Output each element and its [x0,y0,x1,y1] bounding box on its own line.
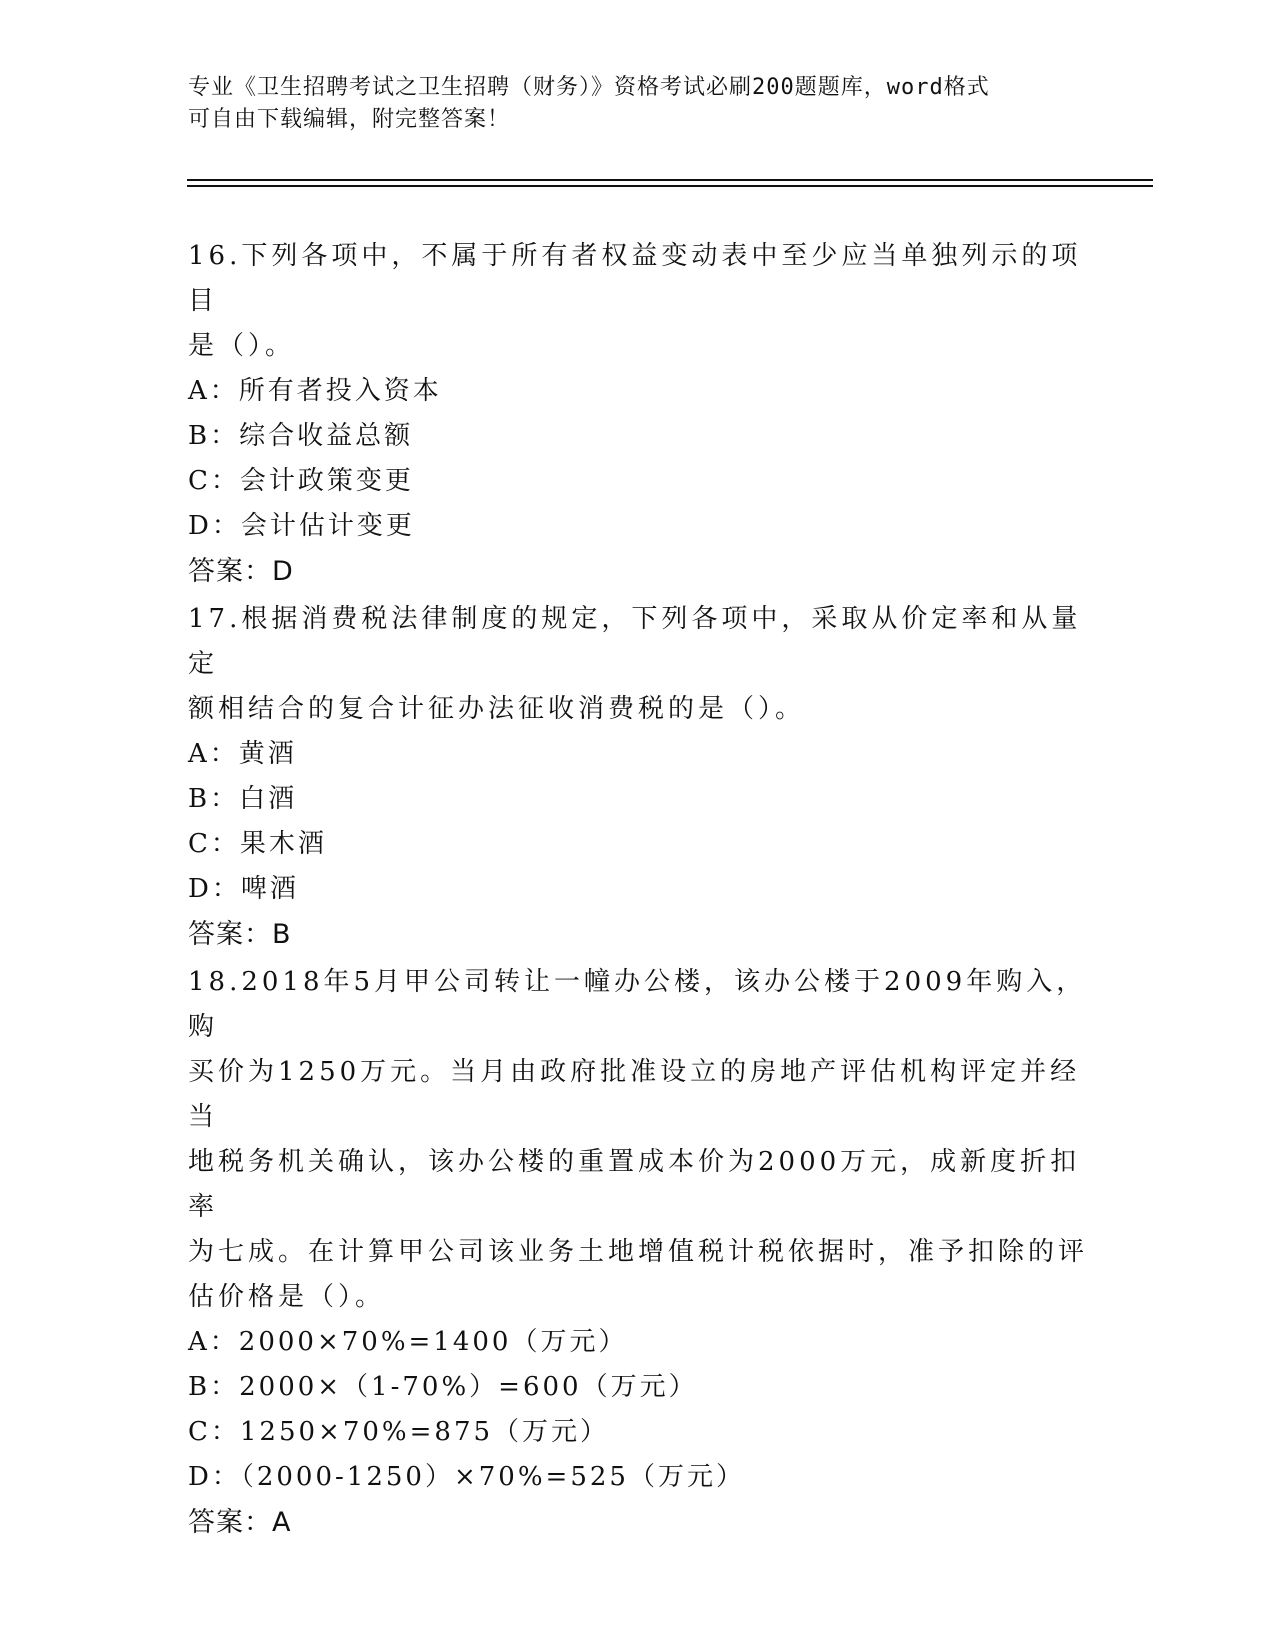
stem-line: 地税务机关确认，该办公楼的重置成本价为2000万元，成新度折扣率 [188,1147,1081,1222]
option-a: A：2000×70%=1400（万元） [188,1327,628,1357]
option-a: A：所有者投入资本 [188,376,442,406]
stem-line: 买价为1250万元。当月由政府批准设立的房地产评估机构评定并经当 [188,1057,1081,1132]
question-stem [188,960,1088,1320]
option-d: D：啤酒 [188,874,299,904]
stem-line: 额相结合的复合计征办法征收消费税的是（）。 [188,694,806,724]
header-divider-top [187,179,1153,181]
option-c: C：1250×70%=875（万元） [188,1417,610,1447]
option-c: C：会计政策变更 [188,466,414,496]
header-line-2: 可自由下载编辑，附完整答案！ [188,107,511,132]
option-b: B：2000×（1-70%）=600（万元） [188,1372,698,1402]
option-d: D：会计估计变更 [188,511,415,541]
option-b: B：综合收益总额 [188,421,414,451]
option-a: A：黄酒 [188,739,297,769]
stem-line: 17.根据消费税法律制度的规定，下列各项中，采取从价定率和从量定 [188,604,1082,679]
answer: 答案：D [188,556,294,587]
header-line-1: 专业《卫生招聘考试之卫生招聘（财务）》资格考试必刷200题题库，word格式 [188,75,990,100]
answer: 答案：A [188,1507,292,1538]
stem-line: 18.2018年5月甲公司转让一幢办公楼，该办公楼于2009年购入，购 [188,967,1087,1042]
stem-line: 16.下列各项中，不属于所有者权益变动表中至少应当单独列示的项目 [188,241,1082,316]
question-18 [188,960,1088,1545]
stem-line: 估价格是（）。 [188,1282,386,1312]
option-b: B：白酒 [188,784,298,814]
option-d: D：（2000-1250）×70%=525（万元） [188,1462,745,1492]
answer: 答案：B [188,919,292,950]
stem-line: 为七成。在计算甲公司该业务土地增值税计税依据时，准予扣除的评 [188,1237,1089,1267]
question-16 [188,234,1088,594]
question-stem [188,597,1088,732]
document-header [188,72,1068,136]
question-stem [188,234,1088,369]
stem-line: 是（）。 [188,331,296,361]
header-divider-bottom [187,185,1153,187]
option-c: C：果木酒 [188,829,327,859]
question-17 [188,597,1088,957]
